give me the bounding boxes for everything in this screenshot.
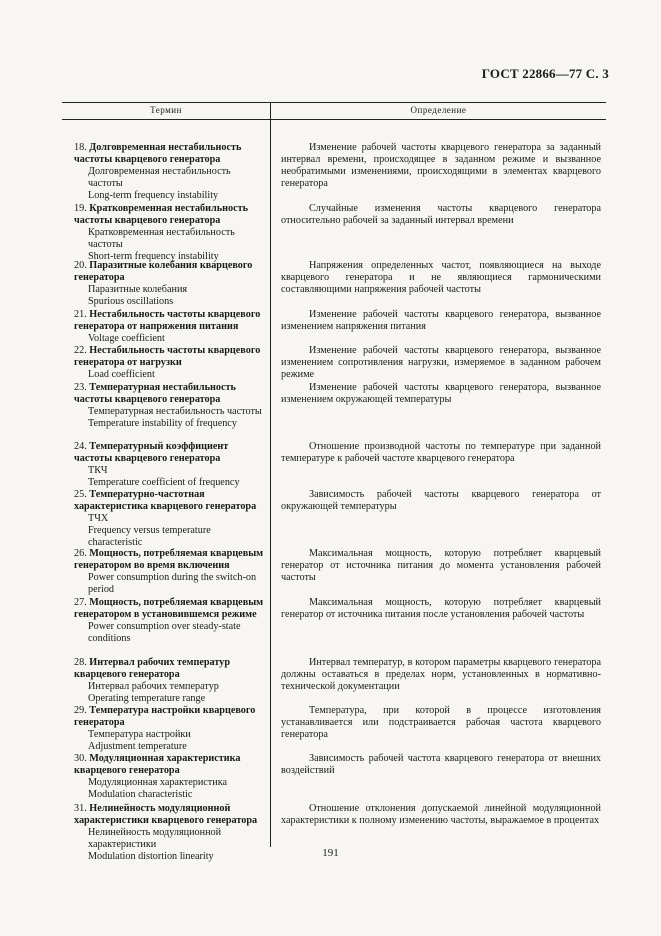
definition-text: Изменение рабочей частоты кварцевого генератора, вызванное изменением напряжения питания	[281, 309, 601, 332]
term-synonym: Интервал рабочих температур	[88, 681, 219, 692]
term-synonym: Adjustment temperature	[88, 741, 187, 752]
term-number: 21.	[74, 309, 87, 320]
term-name: Долговременная нестабильность частоты кварцевого генератора	[74, 142, 242, 165]
definition-text: Изменение рабочей частоты кварцевого генератора за заданный интервал времени, происходящее в заданном режиме и вызванное необратимыми изменениями, происходящими в элементах кварцевого генератора	[281, 142, 601, 189]
term-name: Мощность, потребляемая кварцевым генератором во время включения	[74, 548, 264, 571]
term-cell	[74, 441, 264, 489]
term-number: 20.	[74, 260, 87, 271]
term-name: Нелинейность модуляционной характеристики кварцевого генератора	[74, 803, 258, 826]
term-cell	[74, 142, 264, 202]
term-synonym: Modulation distortion linearity	[88, 851, 214, 862]
term-name: Нестабильность частоты кварцевого генератора от напряжения питания	[74, 309, 261, 332]
term-title	[74, 597, 264, 621]
definition-text: Интервал температур, в котором параметры кварцевого генератора должны оставаться в пределах норм, установленных в нормативно-технической документации	[281, 657, 601, 692]
term-number: 24.	[74, 441, 87, 452]
term-synonym: Паразитные колебания	[88, 284, 188, 295]
term-synonym: Modulation characteristic	[88, 789, 193, 800]
term-synonym: Долговременная нестабильность частоты	[88, 166, 231, 189]
definition-text: Максимальная мощность, которую потребляет кварцевый генератор от источника питания до момента установления рабочей частоты	[281, 548, 601, 583]
term-synonym: Нелинейность модуляционной характеристики	[88, 827, 222, 850]
definition-cell	[281, 753, 601, 777]
term-name: Температурно-частотная характеристика кварцевого генератора	[74, 489, 257, 512]
term-cell	[74, 489, 264, 549]
definition-text: Отношение отклонения допускаемой линейной модуляционной характеристики к полному изменению частоты, выражаемое в процентах	[281, 803, 601, 826]
term-synonym: Operating temperature range	[88, 693, 206, 704]
term-name: Температурная нестабильность частоты кварцевого генератора	[74, 382, 236, 405]
term-synonym: ТЧХ	[88, 513, 109, 524]
term-name: Кратковременная нестабильность частоты кварцевого генератора	[74, 203, 248, 226]
term-title	[74, 345, 264, 369]
term-title	[74, 548, 264, 572]
definition-cell	[281, 309, 601, 333]
term-synonym: Температура настройки	[88, 729, 191, 740]
definition-cell	[281, 597, 601, 621]
term-name: Интервал рабочих температур кварцевого генератора	[74, 657, 231, 680]
document-header: ГОСТ 22866—77 С. 3	[481, 66, 609, 81]
definition-text: Изменение рабочей частоты кварцевого генератора, вызванное изменением сопротивления нагрузки, измеряемое в заданном рабочем режиме	[281, 345, 601, 380]
table-header	[62, 102, 606, 120]
definition-cell	[281, 803, 601, 827]
definition-cell	[281, 142, 601, 190]
term-title	[74, 142, 264, 166]
term-number: 27.	[74, 597, 87, 608]
term-name: Нестабильность частоты кварцевого генератора от нагрузки	[74, 345, 261, 368]
term-number: 31.	[74, 803, 87, 814]
term-name: Мощность, потребляемая кварцевым генератором в установившемся режиме	[74, 597, 264, 620]
term-number: 28.	[74, 657, 87, 668]
term-cell	[74, 657, 264, 705]
term-cell	[74, 309, 264, 345]
term-title	[74, 753, 264, 777]
term-cell	[74, 345, 264, 381]
definition-text: Изменение рабочей частоты кварцевого генератора, вызванное изменением окружающей температуры	[281, 382, 601, 405]
term-synonym: Long-term frequency instability	[88, 190, 219, 201]
term-synonym: ТКЧ	[88, 465, 108, 476]
definition-cell	[281, 345, 601, 381]
term-synonym: Temperature instability of frequency	[88, 418, 237, 429]
term-title	[74, 441, 264, 465]
definition-cell	[281, 548, 601, 584]
term-cell	[74, 203, 264, 263]
term-cell	[74, 705, 264, 753]
term-title	[74, 705, 264, 729]
term-name: Температурный коэффициент частоты кварцевого генератора	[74, 441, 229, 464]
term-number: 22.	[74, 345, 87, 356]
definition-text: Отношение производной частоты по температуре при заданной температуре к рабочей частоте кварцевого генератора	[281, 441, 601, 464]
term-number: 26.	[74, 548, 87, 559]
term-title	[74, 309, 264, 333]
term-title	[74, 203, 264, 227]
term-number: 19.	[74, 203, 87, 214]
term-synonym: Voltage coefficient	[88, 333, 165, 344]
definition-text: Зависимость рабочей частоты кварцевого генератора от окружающей температуры	[281, 489, 601, 512]
term-cell	[74, 753, 264, 801]
term-cell	[74, 548, 264, 596]
term-number: 23.	[74, 382, 87, 393]
term-name: Температура настройки кварцевого генератора	[74, 705, 256, 728]
definition-text: Напряжения определенных частот, появляющиеся на выходе кварцевого генератора и не являющиеся гармоническими составляющими напряжения рабочей частоты	[281, 260, 601, 295]
term-title	[74, 489, 264, 513]
definition-cell	[281, 705, 601, 741]
definition-text: Температура, при которой в процессе изготовления устанавливается или подстраивается рабочая частота кварцевого генератора	[281, 705, 601, 740]
term-cell	[74, 382, 264, 430]
term-synonym: Load coefficient	[88, 369, 155, 380]
term-number: 30.	[74, 753, 87, 764]
term-synonym: Power consumption during the switch-on period	[88, 572, 257, 595]
definition-text: Зависимость рабочей частота кварцевого генератора от внешних воздействий	[281, 753, 601, 776]
term-synonym: Short-term frequency instability	[88, 251, 219, 262]
definition-cell	[281, 489, 601, 513]
term-synonym: Модуляционная характеристика	[88, 777, 228, 788]
term-cell	[74, 597, 264, 645]
definition-text: Максимальная мощность, которую потребляет кварцевый генератор от источника питания после установления рабочей частоты	[281, 597, 601, 620]
page-number: 191	[322, 847, 339, 859]
term-synonym: Температурная нестабильность частоты	[88, 406, 262, 417]
definition-cell	[281, 203, 601, 227]
term-synonym: Temperature coefficient of frequency	[88, 477, 240, 488]
definition-cell	[281, 441, 601, 465]
column-divider	[270, 102, 271, 847]
term-cell	[74, 260, 264, 308]
definition-text: Случайные изменения частоты кварцевого генератора относительно рабочей за заданный интервал времени	[281, 203, 601, 226]
term-number: 18.	[74, 142, 87, 153]
term-title	[74, 382, 264, 406]
term-title	[74, 657, 264, 681]
term-title	[74, 260, 264, 284]
term-synonym: Кратковременная нестабильность частоты	[88, 227, 235, 250]
term-number: 29.	[74, 705, 87, 716]
definition-cell	[281, 382, 601, 406]
term-number: 25.	[74, 489, 87, 500]
term-name: Модуляционная характеристика кварцевого генератора	[74, 753, 241, 776]
column-header-definition: Определение	[410, 105, 467, 115]
term-synonym: Power consumption over steady-state conditions	[88, 621, 241, 644]
term-title	[74, 803, 264, 827]
term-name: Паразитные колебания кварцевого генератора	[74, 260, 253, 283]
definition-cell	[281, 260, 601, 296]
term-synonym: Frequency versus temperature characteristic	[88, 525, 211, 548]
term-synonym: Spurious oscillations	[88, 296, 174, 307]
column-header-term: Термин	[150, 105, 182, 115]
definition-cell	[281, 657, 601, 693]
